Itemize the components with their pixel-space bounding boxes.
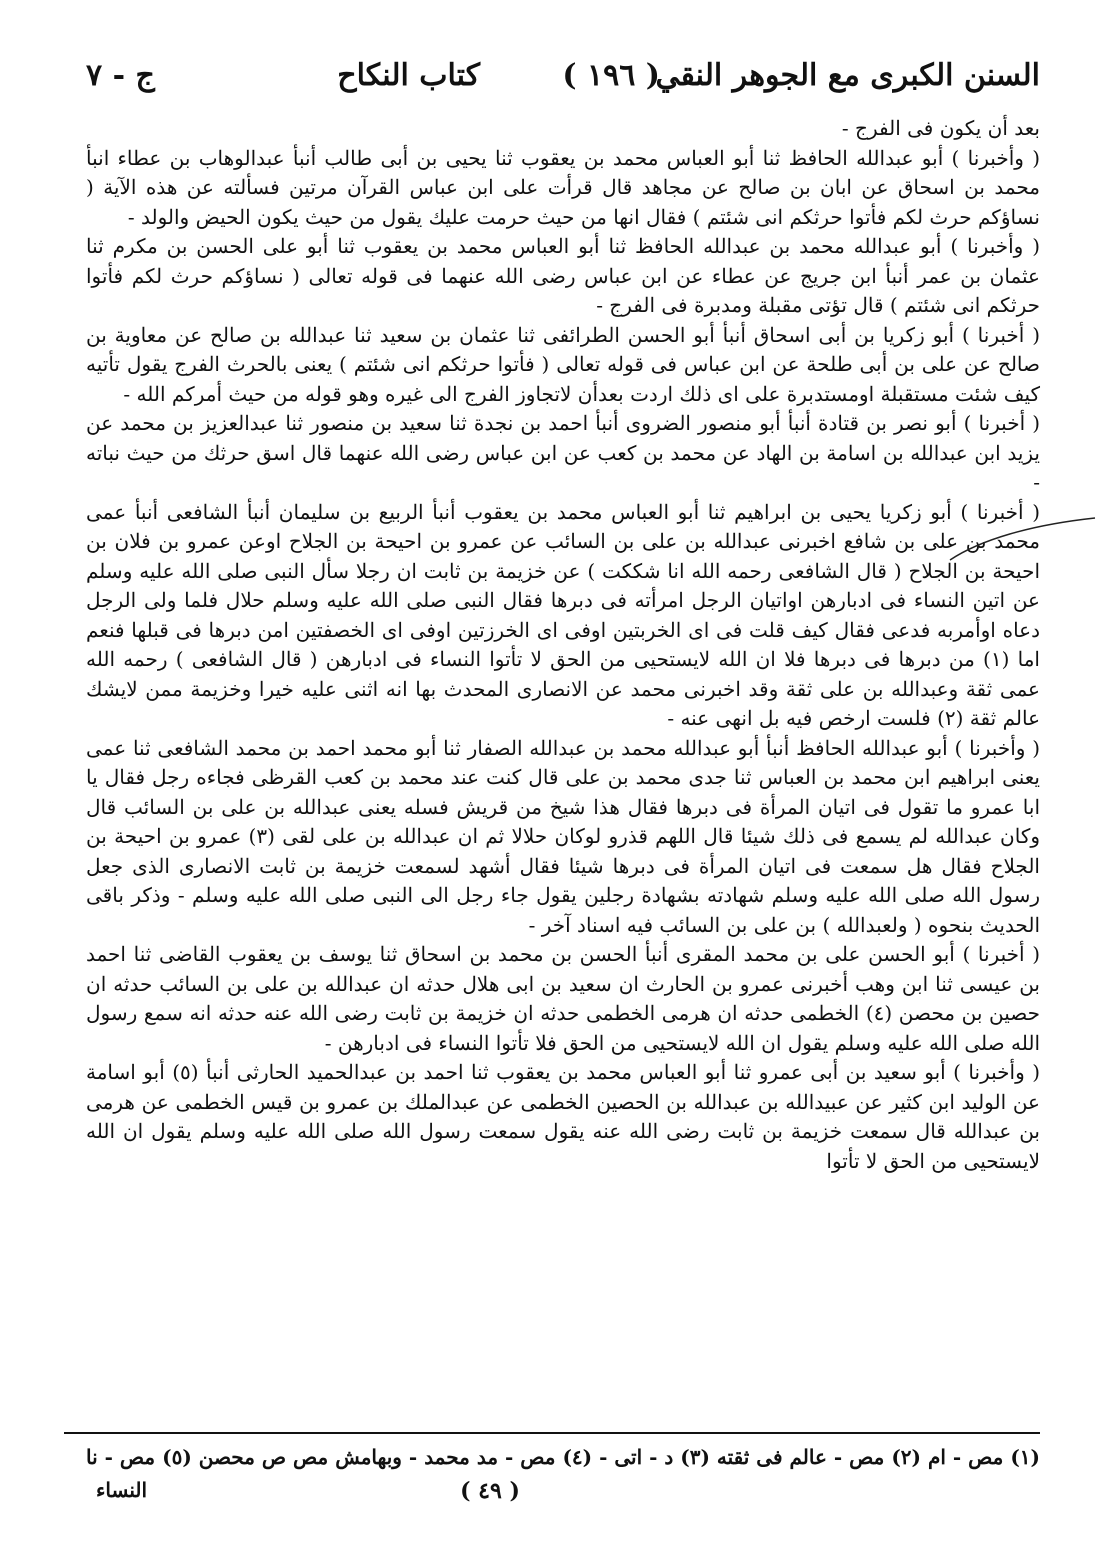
volume-label: ج - ٧ <box>86 58 155 93</box>
paragraph: ( وأخبرنا ) أبو عبدالله محمد بن عبدالله الحافظ ثنا أبو العباس محمد بن يعقوب ثنا أبو على الحسن بن مكرم ثنا عثمان بن عمر أنبأ ابن جريج عن عطاء عن ابن عباس رضى الله عنهما فى قوله تعالى ( نساؤكم حرث لكم فأتوا حرثكم انى شئتم ) قال تؤتى مقبلة ومدبرة فى الفرج - <box>86 234 1041 317</box>
footnotes: (١) مص - ام (٢) مص - عالم فى ثقته (٣) د - اتى - (٤) مص - مد محمد - وبهامش مص ص محصن (٥) مص - نا <box>86 1445 1040 1469</box>
pen-stroke-mark <box>940 500 1100 580</box>
footnote-continuation: النساء <box>96 1478 148 1502</box>
paragraph: ( أخبرنا ) أبو زكريا يحيى بن ابراهيم ثنا أبو العباس محمد بن يعقوب أنبأ الربيع بن سليمان أنبأ الشافعى أنبأ عمى محمد بن على بن شافع اخبرنى عبدالله بن على بن السائب عن عمرو بن احيحة بن الجلاح اوعن عمرو بن فلان بن احيحة بن الجلاح ( قال الشافعى رحمه الله انا شككت ) عن خزيمة بن ثابت ان رجلا سأل النبى صلى الله عليه وسلم عن اتين النساء فى ادبارهن اواتيان الرجل امرأته فى دبرها فقال النبى صلى الله عليه وسلم حلال فلما ولى الرجل دعاه اوأمربه فدعى فقال كيف قلت فى اى الخربتين اوفى اى الخرزتين اوفى اى الخصفتين امن دبرها فى قبلها فنعم اما (١) من دبرها فى دبرها فلا ان الله لايستحيى من الحق لا تأتوا النساء فى ادبارهن ( قال الشافعى ) رحمه الله عمى ثقة وعبدالله بن على ثقة وقد اخبرنى محمد عن الانصارى المحدث بها انه اثنى عليه خيرا وخزيمة ممن لايشك عالم ثقة (٢) فلست ارخص فيه بل انهى عنه - <box>86 499 1040 730</box>
paragraph: ( وأخبرنا ) أبو سعيد بن أبى عمرو ثنا أبو العباس محمد بن يعقوب ثنا احمد بن عبدالحميد الحارثى أنبأ (٥) أبو اسامة عن الوليد ابن كثير عن عبيدالله بن عبدالله بن الحصين الخطمى عن عبدالملك بن عمرو بن قيس الخطمى عن هرمى بن عبدالله قال سمعت خزيمة بن ثابت رضى الله عنه يقول سمعت رسول الله صلى الله عليه وسلم يقول ان الله لايستحيى من الحق لا تأتوا <box>86 1060 1040 1173</box>
book-title: كتاب النكاح <box>337 58 480 93</box>
paragraph: بعد أن يكون فى الفرج - <box>841 116 1040 140</box>
footnote-divider <box>64 1432 1040 1434</box>
page-number: ( ٤٩ ) <box>460 1478 520 1504</box>
paragraph: ( أخبرنا ) أبو الحسن على بن محمد المقرى أنبأ الحسن بن محمد بن اسحاق ثنا يوسف بن يعقوب القاضى ثنا احمد بن عيسى ثنا ابن وهب أخبرنى عمرو بن الحارث ان سعيد بن ابى هلال حدثه ان عبدالله بن على بن السائب حدثه ان حصين بن محصن (٤) الخطمى حدثه ان هرمى الخطمى حدثه ان خزيمة بن ثابت رضى الله عنه حدثه انه سمع رسول الله صلى الله عليه وسلم يقول ان الله لايستحيى من الحق فلا تأتوا النساء فى ادبارهن - <box>86 942 1040 1055</box>
paragraph: ( وأخبرنا ) أبو عبدالله الحافظ ثنا أبو العباس محمد بن يعقوب ثنا يحيى بن أبى طالب أنبأ عبدالوهاب بن عطاء انبأ محمد بن اسحاق عن ابان بن صالح عن مجاهد قال قرأت على ابن عباس القرآن مرتين فسألته عن هذه الآية ( نساؤكم حرث لكم فأتوا حرثكم انى شئتم ) فقال انها من حيث حرمت عليك يقول من حيث يكون الحيض والولد - <box>86 145 1040 229</box>
main-text <box>86 114 1040 1176</box>
paragraph: ( أخبرنا ) أبو نصر بن قتادة أنبأ أبو منصور الضروى أنبأ احمد بن نجدة ثنا سعيد بن منصور ثنا عبدالعزيز بن محمد عن يزيد ابن عبدالله بن اسامة بن الهاد عن محمد بن كعب عن ابن عباس رضى الله عنهما قال اسق حرثك من حيث نباته - <box>86 411 1040 494</box>
page-reference: ( ١٩٦ ) <box>562 58 660 93</box>
paragraph: ( وأخبرنا ) أبو عبدالله الحافظ أنبأ أبو عبدالله محمد بن عبدالله الصفار ثنا أبو محمد احمد بن محمد الشافعى ثنا عمى يعنى ابراهيم ابن محمد بن العباس ثنا جدى محمد بن على قال كنت عند محمد بن كعب القرظى فجاءه رجل فقال يا ابا عمرو ما تقول فى اتيان المرأة فى دبرها فقال هذا شيخ من قريش فسله يعنى عبدالله بن على بن السائب قال وكان عبدالله لم يسمع فى ذلك شيئا قال اللهم قذرو لوكان حلالا ثم ان عبدالله بن على لقى (٣) عمرو بن احيحة بن الجلاح فقال هل سمعت فى اتيان المرأة فى دبرها شيئا فقال أشهد لسمعت خزيمة بن ثابت الانصارى الذى جعل رسول الله صلى الله عليه وسلم شهادته بشهادة رجلين يقول جاء رجل الى النبى صلى الله عليه وسلم - وذكر باقى الحديث بنحوه ( ولعبدالله ) بن على بن السائب فيه اسناد آخر - <box>86 735 1040 937</box>
paragraph: ( أخبرنا ) أبو زكريا بن أبى اسحاق أنبأ أبو الحسن الطرائفى ثنا عثمان بن سعيد ثنا عبدالله بن صالح عن معاوية بن صالح عن على بن أبى طلحة عن ابن عباس فى قوله تعالى ( فأتوا حرثكم انى شئتم ) يعنى بالحرث الفرج يقول تأتيه كيف شئت مستقبلة اومستدبرة على اى ذلك اردت بعدأن لاتجاوز الفرج الى غيره وهو قوله من حيث أمركم الله - <box>86 322 1041 406</box>
page-header <box>86 58 1040 110</box>
running-title: السنن الكبرى مع الجوهر النقي <box>655 58 1040 93</box>
